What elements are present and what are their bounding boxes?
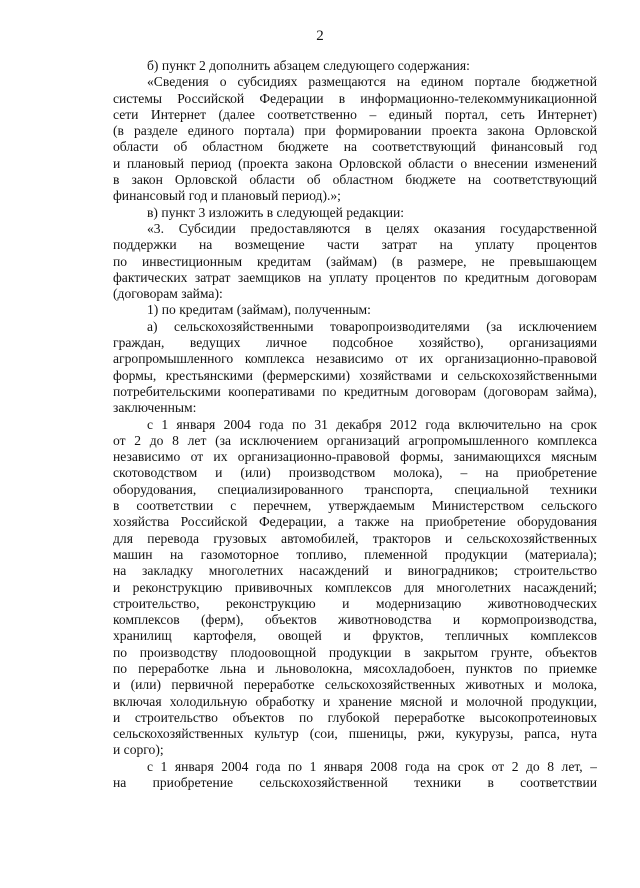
text-line: 1) по кредитам (займам), полученным: [147, 302, 371, 318]
text-line: с 1 января 2004 года по 1 января 2008 года на срок от 2 до 8 лет, – [147, 758, 597, 774]
text-line: «Сведения о субсидиях размещаются на едином портале бюджетной [147, 74, 597, 90]
text-line: и (или) первичной переработке сельскохозяйственных животных и молока, [113, 677, 597, 693]
text-line: поддержки на возмещение части затрат на уплату процентов [113, 237, 597, 253]
text-line: заключенным: [113, 400, 197, 416]
text-line: «3. Субсидии предоставляются в целях оказания государственной [147, 220, 597, 236]
text-line: для перевода грузовых автомобилей, тракторов и сельскохозяйственных [113, 530, 597, 546]
text-line: включая холодильную обработку и хранение мясной и молочной продукции, [113, 693, 597, 709]
text-line: системы Российской Федерации в информационно-телекоммуникационной [113, 90, 597, 106]
text-line: оборудования, специализированного транспорта, специальной техники [113, 481, 597, 497]
text-line: формы, крестьянскими (фермерскими) хозяйствами и сельскохозяйственными [113, 367, 597, 383]
text-line: и реконструкцию прививочных комплексов для многолетних насаждений; [113, 579, 597, 595]
text-line: б) пункт 2 дополнить абзацем следующего содержания: [147, 58, 470, 73]
text-line: потребительскими кооперативами по кредитным договорам (договорам займа), [113, 383, 597, 399]
text-line: финансовый год и плановый период).»; [113, 188, 341, 204]
text-line: скотоводством и (или) производством молока), – на приобретение [113, 465, 597, 481]
text-line: а) сельскохозяйственными товаропроизводителями (за исключением [147, 318, 597, 334]
text-line: от 2 до 8 лет (за исключением организаций агропромышленного комплекса [113, 432, 597, 448]
text-line: комплексов (ферм), объектов животноводства и кормопроизводства, [113, 612, 597, 628]
text-line: и плановый период (проекта закона Орловской области о внесении изменений [113, 155, 597, 171]
text-line: фактических затрат заемщиков на уплату процентов по кредитным договорам [113, 269, 597, 285]
text-line: хранилищ картофеля, овощей и фруктов, тепличных комплексов [113, 628, 597, 644]
text-line: (в разделе единого портала) при формировании проекта закона Орловской [113, 123, 597, 139]
text-line: на закладку многолетних насаждений и виноградников; строительство [113, 563, 597, 579]
text-line: в соответствии с перечнем, утверждаемым Министерством сельского [113, 498, 597, 514]
text-line: на приобретение сельскохозяйственной техники в соответствии [113, 775, 597, 791]
text-line: и сорго); [113, 742, 164, 758]
text-line: по инвестиционным кредитам (займам) (в размере, не превышающем [113, 253, 597, 269]
text-line: агропромышленного комплекса независимо от их организационно-правовой [113, 351, 597, 367]
text-line: с 1 января 2004 года по 31 декабря 2012 года включительно на срок [147, 416, 597, 432]
text-line: по производству плодоовощной продукции в закрытом грунте, объектов [113, 644, 597, 660]
text-line: (договорам займа): [113, 286, 223, 302]
text-line: области об областном бюджете на соответствующий финансовый год [113, 139, 597, 155]
text-line: сельскохозяйственных культур (сои, пшеницы, ржи, кукурузы, рапса, нута [113, 726, 597, 742]
text-line: в закон Орловской области об областном бюджете на соответствующий [113, 172, 597, 188]
text-line: в) пункт 3 изложить в следующей редакции: [147, 204, 405, 220]
text-line: машин на газомоторное топливо, племенной продукции (материала); [113, 546, 597, 562]
page-number: 2 [316, 28, 324, 44]
text-line: независимо от их организационно-правовой формы, занимающихся мясным [113, 449, 597, 465]
text-line: граждан, ведущих личное подсобное хозяйство), организациями [113, 335, 597, 351]
text-line: строительство, реконструкцию и модернизацию животноводческих [113, 595, 597, 611]
document-body [113, 58, 597, 791]
text-line: сети Интернет (далее соответственно – единый портал, сеть Интернет) [113, 106, 597, 122]
text-line: и строительство объектов по глубокой переработке высокопротеиновых [113, 709, 597, 725]
text-line: по переработке льна и льноволокна, мясохладобоен, пунктов по приемке [113, 660, 597, 676]
text-line: хозяйства Российской Федерации, а также на приобретение оборудования [113, 514, 597, 530]
